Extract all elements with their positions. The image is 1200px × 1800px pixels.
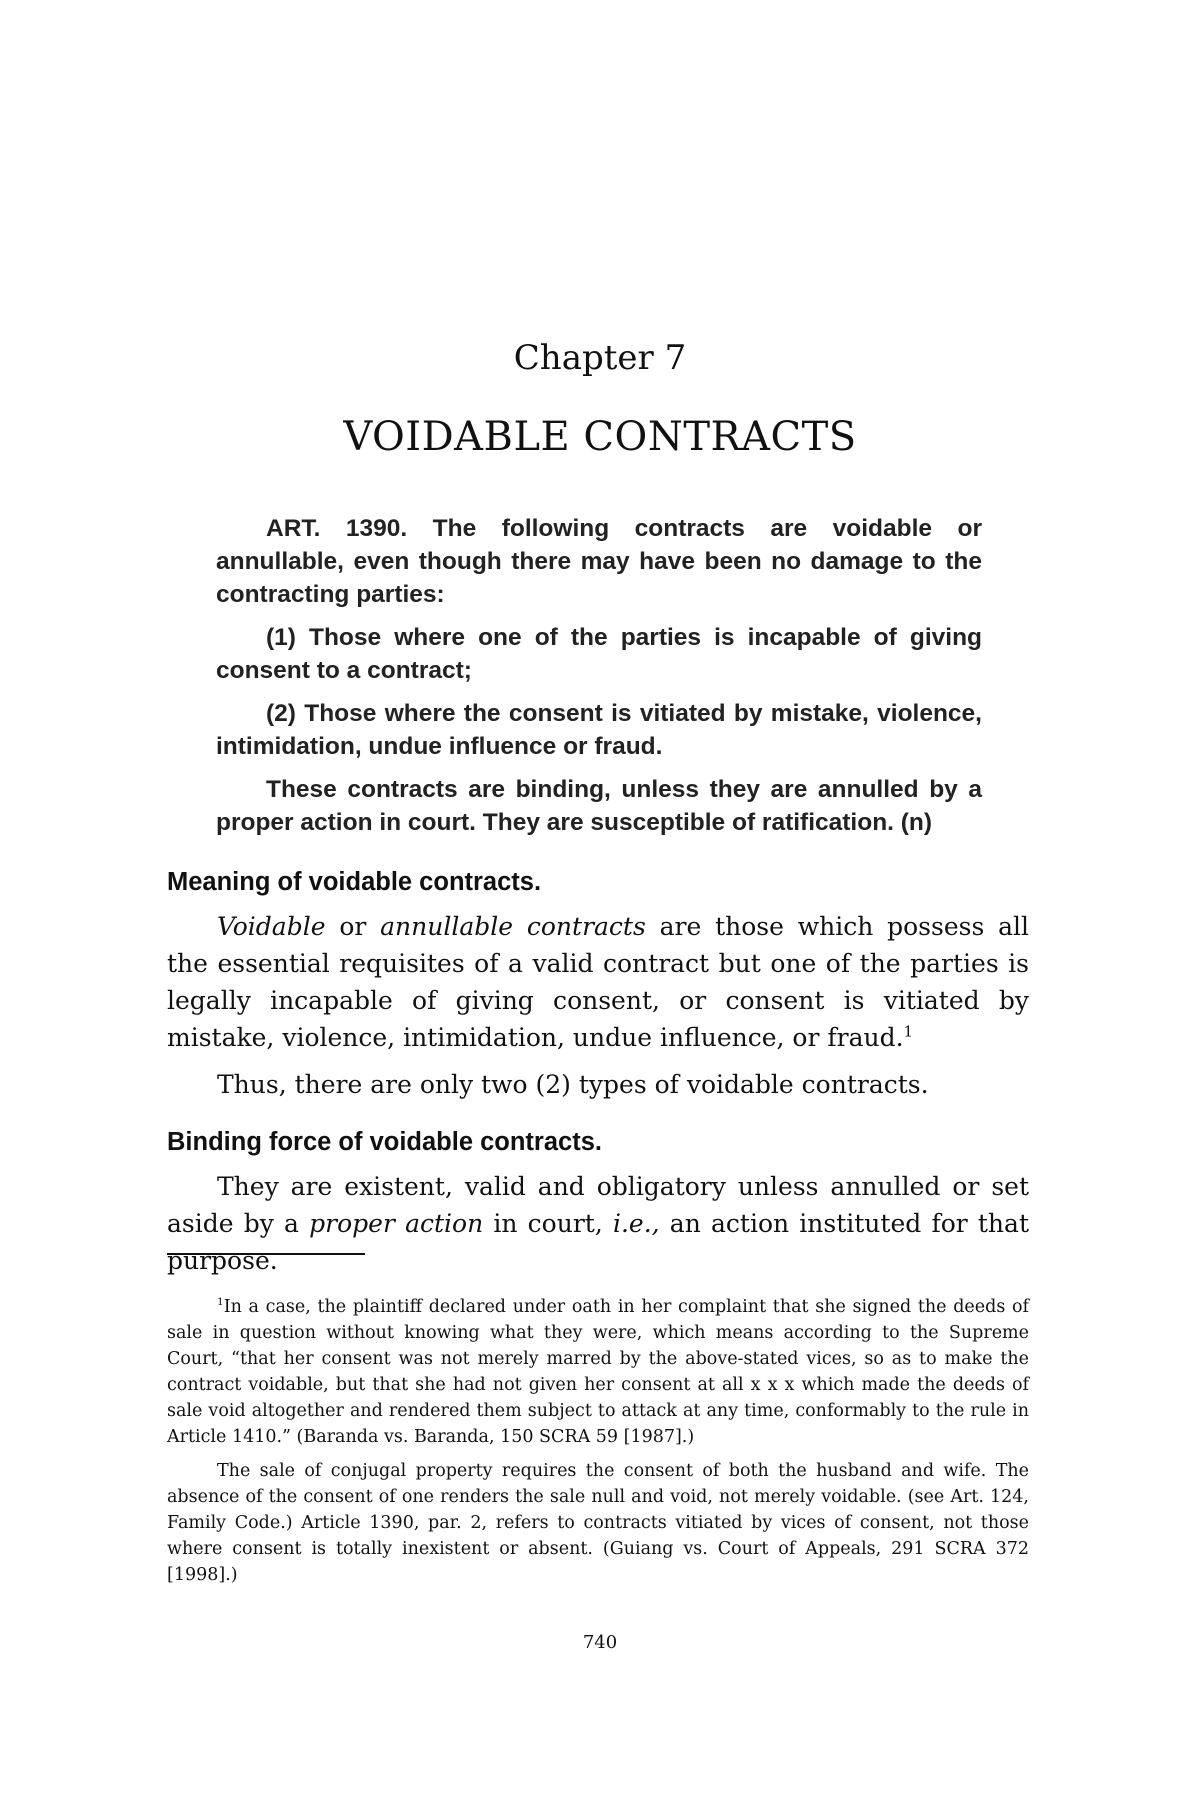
footnote-divider bbox=[167, 1253, 365, 1255]
article-item-2: (2) Those where the consent is vitiated by mistake, violence, intimidation, undue influence or fraud. bbox=[216, 700, 982, 760]
page-number: 740 bbox=[582, 1632, 618, 1653]
footnote-2: The sale of conjugal property requires the consent of both the husband and wife. The absence of the consent of one renders the sale null and void, not merely voidable. (see Art. 124, Family Code.) Article 1390, par. 2, refers to contracts vitiated by vices of consent, not those where consent is totally inexistent or absent. (Guiang vs. Court of Appeals, 291 SCRA 372 [1998].) bbox=[167, 1461, 1029, 1585]
footnote-1-marker: 1 bbox=[217, 1296, 224, 1309]
meaning-paragraph-1 bbox=[167, 908, 1029, 1056]
italic-term-annullable: annullable contracts bbox=[380, 912, 646, 941]
binding-paragraph-1 bbox=[167, 1168, 1029, 1279]
article-intro: ART. 1390. The following contracts are voidable or annullable, even though there may have been no damage to the contracting parties: bbox=[216, 515, 982, 608]
italic-term-ie: i.e., bbox=[612, 1209, 660, 1238]
footnotes bbox=[167, 1294, 1029, 1596]
article-1390 bbox=[216, 512, 982, 849]
meaning-paragraph-2: Thus, there are only two (2) types of voidable contracts. bbox=[217, 1070, 929, 1099]
article-closing: These contracts are binding, unless they are annulled by a proper action in court. They are susceptible of ratification. (n) bbox=[216, 776, 982, 836]
section-body-binding-force bbox=[167, 1168, 1029, 1279]
text-span: an action instituted for that purpose. bbox=[167, 1209, 1029, 1275]
text-span: They are existent, valid and obligatory unless annulled or set aside by a bbox=[167, 1172, 1029, 1238]
italic-term-voidable: Voidable bbox=[217, 912, 326, 941]
section-heading-binding-force: Binding force of voidable contracts. bbox=[167, 1128, 602, 1156]
chapter-title: VOIDABLE CONTRACTS bbox=[343, 414, 857, 460]
text-span: or bbox=[325, 912, 381, 941]
chapter-label: Chapter 7 bbox=[513, 338, 687, 378]
section-heading-meaning: Meaning of voidable contracts. bbox=[167, 868, 542, 896]
article-item-1: (1) Those where one of the parties is incapable of giving consent to a contract; bbox=[216, 624, 982, 684]
section-body-meaning bbox=[167, 908, 1029, 1113]
footnote-1-text: In a case, the plaintiff declared under oath in her complaint that she signed the deeds of sale in question without knowing what they were, which means according to the Supreme Court, “that her consent was not merely marred by the above-stated vices, so as to make the contract voidable, but that she had not given her consent at all x x x which made the deeds of sale void altogether and rendered them subject to attack at any time, conformably to the rule in Article 1410.” (Baranda vs. Baranda, 150 SCRA 59 [1987].) bbox=[167, 1297, 1029, 1447]
text-span: are those which possess all the essential requisites of a valid contract but one of the parties is legally incapable of giving consent, or consent is vitiated by mistake, violence, intimidation, undue influence, or fraud. bbox=[167, 912, 1030, 1052]
italic-term-proper-action: proper action bbox=[309, 1209, 484, 1238]
footnote-marker: 1 bbox=[903, 1022, 914, 1041]
text-span: in court, bbox=[483, 1209, 613, 1238]
footnote-1 bbox=[167, 1294, 1029, 1450]
